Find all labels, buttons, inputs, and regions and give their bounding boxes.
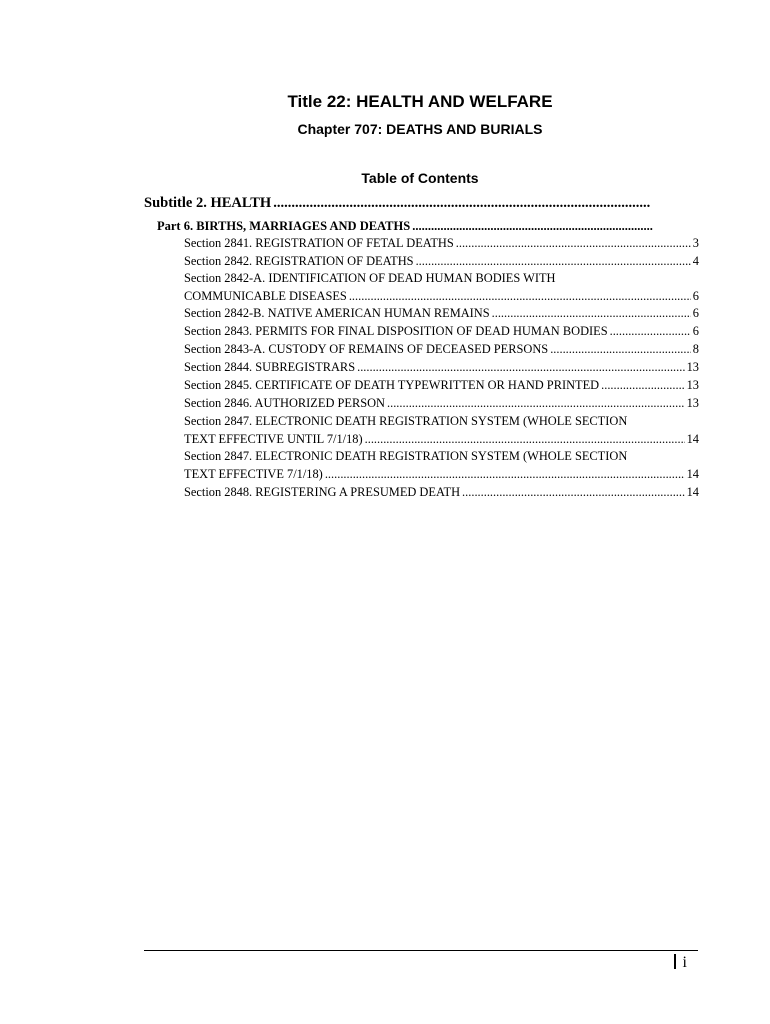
dot-leader	[325, 467, 685, 482]
toc-section-title-line[interactable]: Section 2842-A. IDENTIFICATION OF DEAD HUMAN BODIES WITH	[184, 271, 556, 285]
toc-section-entry[interactable]	[184, 467, 699, 482]
toc-page-number: 8	[692, 342, 699, 356]
toc-section-entry[interactable]	[184, 342, 699, 357]
footer-separator-bar	[674, 954, 676, 969]
dot-leader	[492, 306, 691, 321]
toc-page-number: 13	[686, 396, 699, 410]
dot-leader	[550, 342, 691, 357]
toc-section-entry[interactable]	[184, 324, 699, 339]
toc-section-title-line[interactable]: Section 2847. ELECTRONIC DEATH REGISTRATION SYSTEM (WHOLE SECTION	[184, 449, 628, 463]
dot-leader	[387, 396, 685, 411]
toc-page-number: 13	[686, 378, 699, 392]
toc-section-label: Section 2841. REGISTRATION OF FETAL DEATHS	[184, 236, 454, 250]
toc-section-entry[interactable]	[184, 306, 699, 321]
toc-section-label: Section 2842. REGISTRATION OF DEATHS	[184, 254, 414, 268]
toc-section-entry[interactable]	[184, 254, 699, 269]
toc-page-number: 3	[692, 236, 699, 250]
footer-page-number	[674, 954, 687, 972]
toc-section-label: Section 2844. SUBREGISTRARS	[184, 360, 356, 374]
toc-page-number: 13	[686, 360, 699, 374]
dot-leader	[610, 324, 691, 339]
toc-page-number: 14	[686, 432, 699, 446]
dot-leader	[357, 360, 685, 375]
toc-section-title-line[interactable]: Section 2847. ELECTRONIC DEATH REGISTRATION SYSTEM (WHOLE SECTION	[184, 414, 628, 428]
toc-section-label: Section 2846. AUTHORIZED PERSON	[184, 396, 386, 410]
toc-part-entry[interactable]	[157, 219, 655, 234]
toc-section-label: Section 2845. CERTIFICATE OF DEATH TYPEWRITTEN OR HAND PRINTED	[184, 378, 600, 392]
document-title: Title 22: HEALTH AND WELFARE	[287, 92, 553, 111]
dot-leader	[456, 236, 691, 251]
dot-leader	[462, 485, 685, 500]
toc-heading: Table of Contents	[361, 170, 479, 186]
toc-section-entry[interactable]	[184, 236, 699, 251]
toc-part-label: Part 6. BIRTHS, MARRIAGES AND DEATHS	[157, 219, 411, 233]
footer-page-number-text: i	[682, 954, 687, 971]
dot-leader	[273, 195, 650, 212]
dot-leader	[412, 219, 653, 234]
dot-leader	[416, 254, 691, 269]
toc-section-entry[interactable]	[184, 360, 699, 375]
toc-page-number: 6	[692, 324, 699, 338]
toc-section-entry[interactable]	[184, 485, 699, 500]
toc-subtitle-label: Subtitle 2. HEALTH	[144, 195, 272, 211]
footer-divider	[144, 950, 698, 951]
toc-page-number: 14	[686, 485, 699, 499]
toc-section-label: Section 2848. REGISTERING A PRESUMED DEATH	[184, 485, 461, 499]
dot-leader	[601, 378, 684, 393]
dot-leader	[365, 432, 685, 447]
toc-page-number: 6	[692, 289, 699, 303]
chapter-title: Chapter 707: DEATHS AND BURIALS	[297, 121, 543, 137]
toc-page-number: 4	[692, 254, 699, 268]
toc-section-label: Section 2843-A. CUSTODY OF REMAINS OF DECEASED PERSONS	[184, 342, 549, 356]
toc-section-label: TEXT EFFECTIVE 7/1/18)	[184, 467, 323, 481]
dot-leader	[349, 289, 691, 304]
toc-page-number: 14	[686, 467, 699, 481]
toc-section-label: COMMUNICABLE DISEASES	[184, 289, 347, 303]
toc-section-label: TEXT EFFECTIVE UNTIL 7/1/18)	[184, 432, 363, 446]
toc-section-entry[interactable]	[184, 289, 699, 304]
toc-page-number: 6	[692, 306, 699, 320]
toc-section-entry[interactable]	[184, 378, 699, 393]
toc-section-label: Section 2842-B. NATIVE AMERICAN HUMAN REMAINS	[184, 306, 490, 320]
toc-section-entry[interactable]	[184, 396, 699, 411]
toc-section-label: Section 2843. PERMITS FOR FINAL DISPOSITION OF DEAD HUMAN BODIES	[184, 324, 608, 338]
toc-subtitle-entry[interactable]	[144, 195, 652, 212]
toc-section-entry[interactable]	[184, 432, 699, 447]
